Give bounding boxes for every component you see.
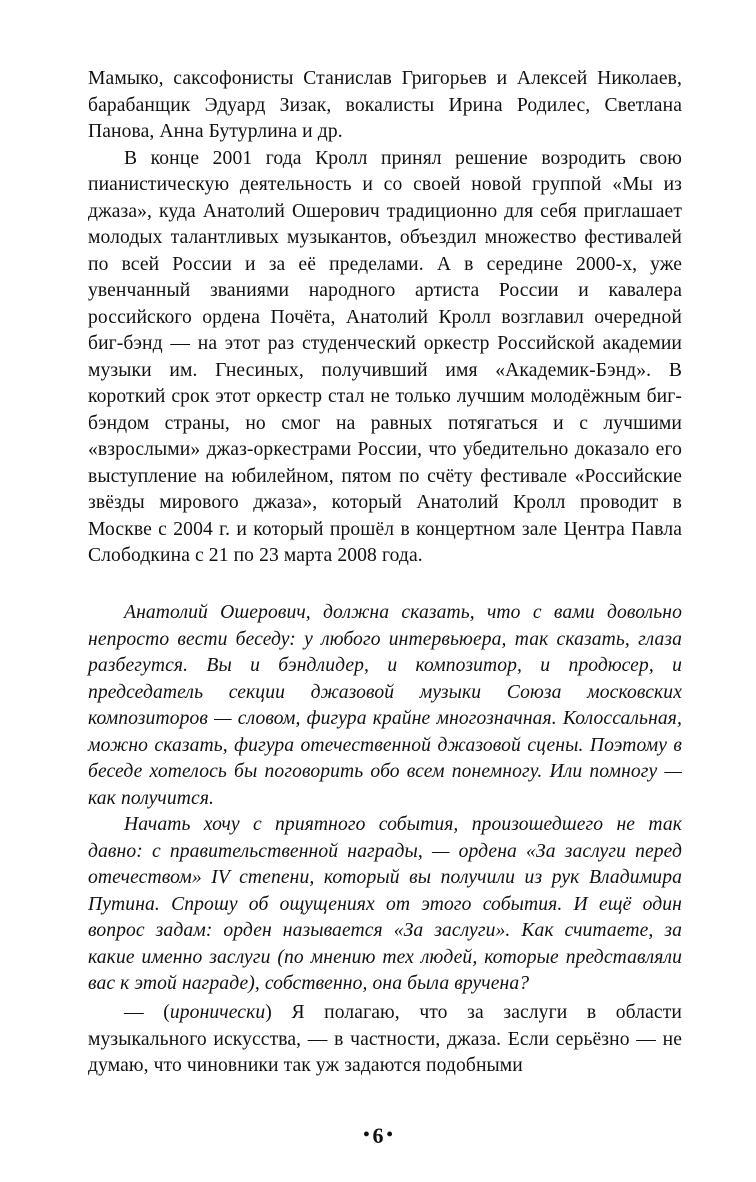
interview-question-1: Анатолий Ошерович, должна сказать, что с вами довольно непросто вести беседу: у любого интервьюера, так сказать, глаза разбегутся. Вы и бэндлидер, и композитор, и продюсер, и председатель секции джазовой музыки Союза московских композиторов — словом, фигура крайне многозначная. Колоссальная, можно сказать, фигура отечественной джазовой сцены. Поэтому в беседе хотелось бы поговорить обо всем понемногу. Или помногу — как получится.: [88, 602, 682, 809]
page-number-footer: [0, 1123, 756, 1149]
folio-ornament-right: •: [386, 1124, 393, 1144]
answer-text: ) Я полагаю, что за заслуги в области музыкального искусства, — в частности, джаза. Если серьёзно — не думаю, что чиновники так уж задаются подобными: [88, 1002, 682, 1076]
interview-question-2: Начать хочу с приятного события, произошедшего не так давно: с правительственной награды, — ордена «За заслуги перед отечеством» IV степени, который вы получили из рук Владимира Путина. Спрошу об ощущениях от этого события. И ещё один вопрос задам: орден называется «За заслуги». Как считаете, за какие именно заслуги (по мнению тех людей, которые представляли вас к этой награде), собственно, она была вручена?: [88, 814, 682, 994]
interview-answer: [88, 1000, 682, 1080]
narrative-paragraph-main: В конце 2001 года Кролл принял решение возродить свою пианистическую деятельность и со своей новой группой «Мы из джаза», куда Анатолий Ошерович традиционно для себя приглашает молодых талантливых музыкантов, объездил множество фестивалей по всей России и за её пределами. А в середине 2000-х, уже увенчанный званиями народного артиста России и кавалера российского ордена Почёта, Анатолий Кролл возглавил очередной биг-бэнд — на этот раз студенческий оркестр Российской академии музыки им. Гнесиных, получивший имя «Академик-Бэнд». В короткий срок этот оркестр стал не только лучшим молодёжным биг-бэндом страны, но смог на равных потягаться и с лучшими «взрослыми» джаз-оркестрами России, что убедительно доказало его выступление на юбилейном, пятом по счёту фестивале «Российские звёзды мирового джаза», который Анатолий Кролл проводит в Москве с 2004 г. и который прошёл в концертном зале Центра Павла Слободкина с 21 по 23 марта 2008 года.: [88, 147, 682, 566]
answer-stage-remark: иронически: [169, 1002, 266, 1023]
answer-paragraph: [88, 1000, 682, 1080]
answer-dash: — (: [124, 1002, 170, 1023]
folio-ornament-left: •: [363, 1124, 370, 1144]
page-number: 6: [372, 1123, 384, 1148]
narrative-section: [88, 66, 682, 570]
interview-questions: [88, 600, 682, 998]
narrative-paragraph-continuation: Мамыко, саксофонисты Станислав Григорьев и Алексей Николаев, барабанщик Эдуард Зизак, вокалисты Ирина Родилес, Светлана Панова, Анна Бутурлина и др.: [88, 68, 682, 142]
